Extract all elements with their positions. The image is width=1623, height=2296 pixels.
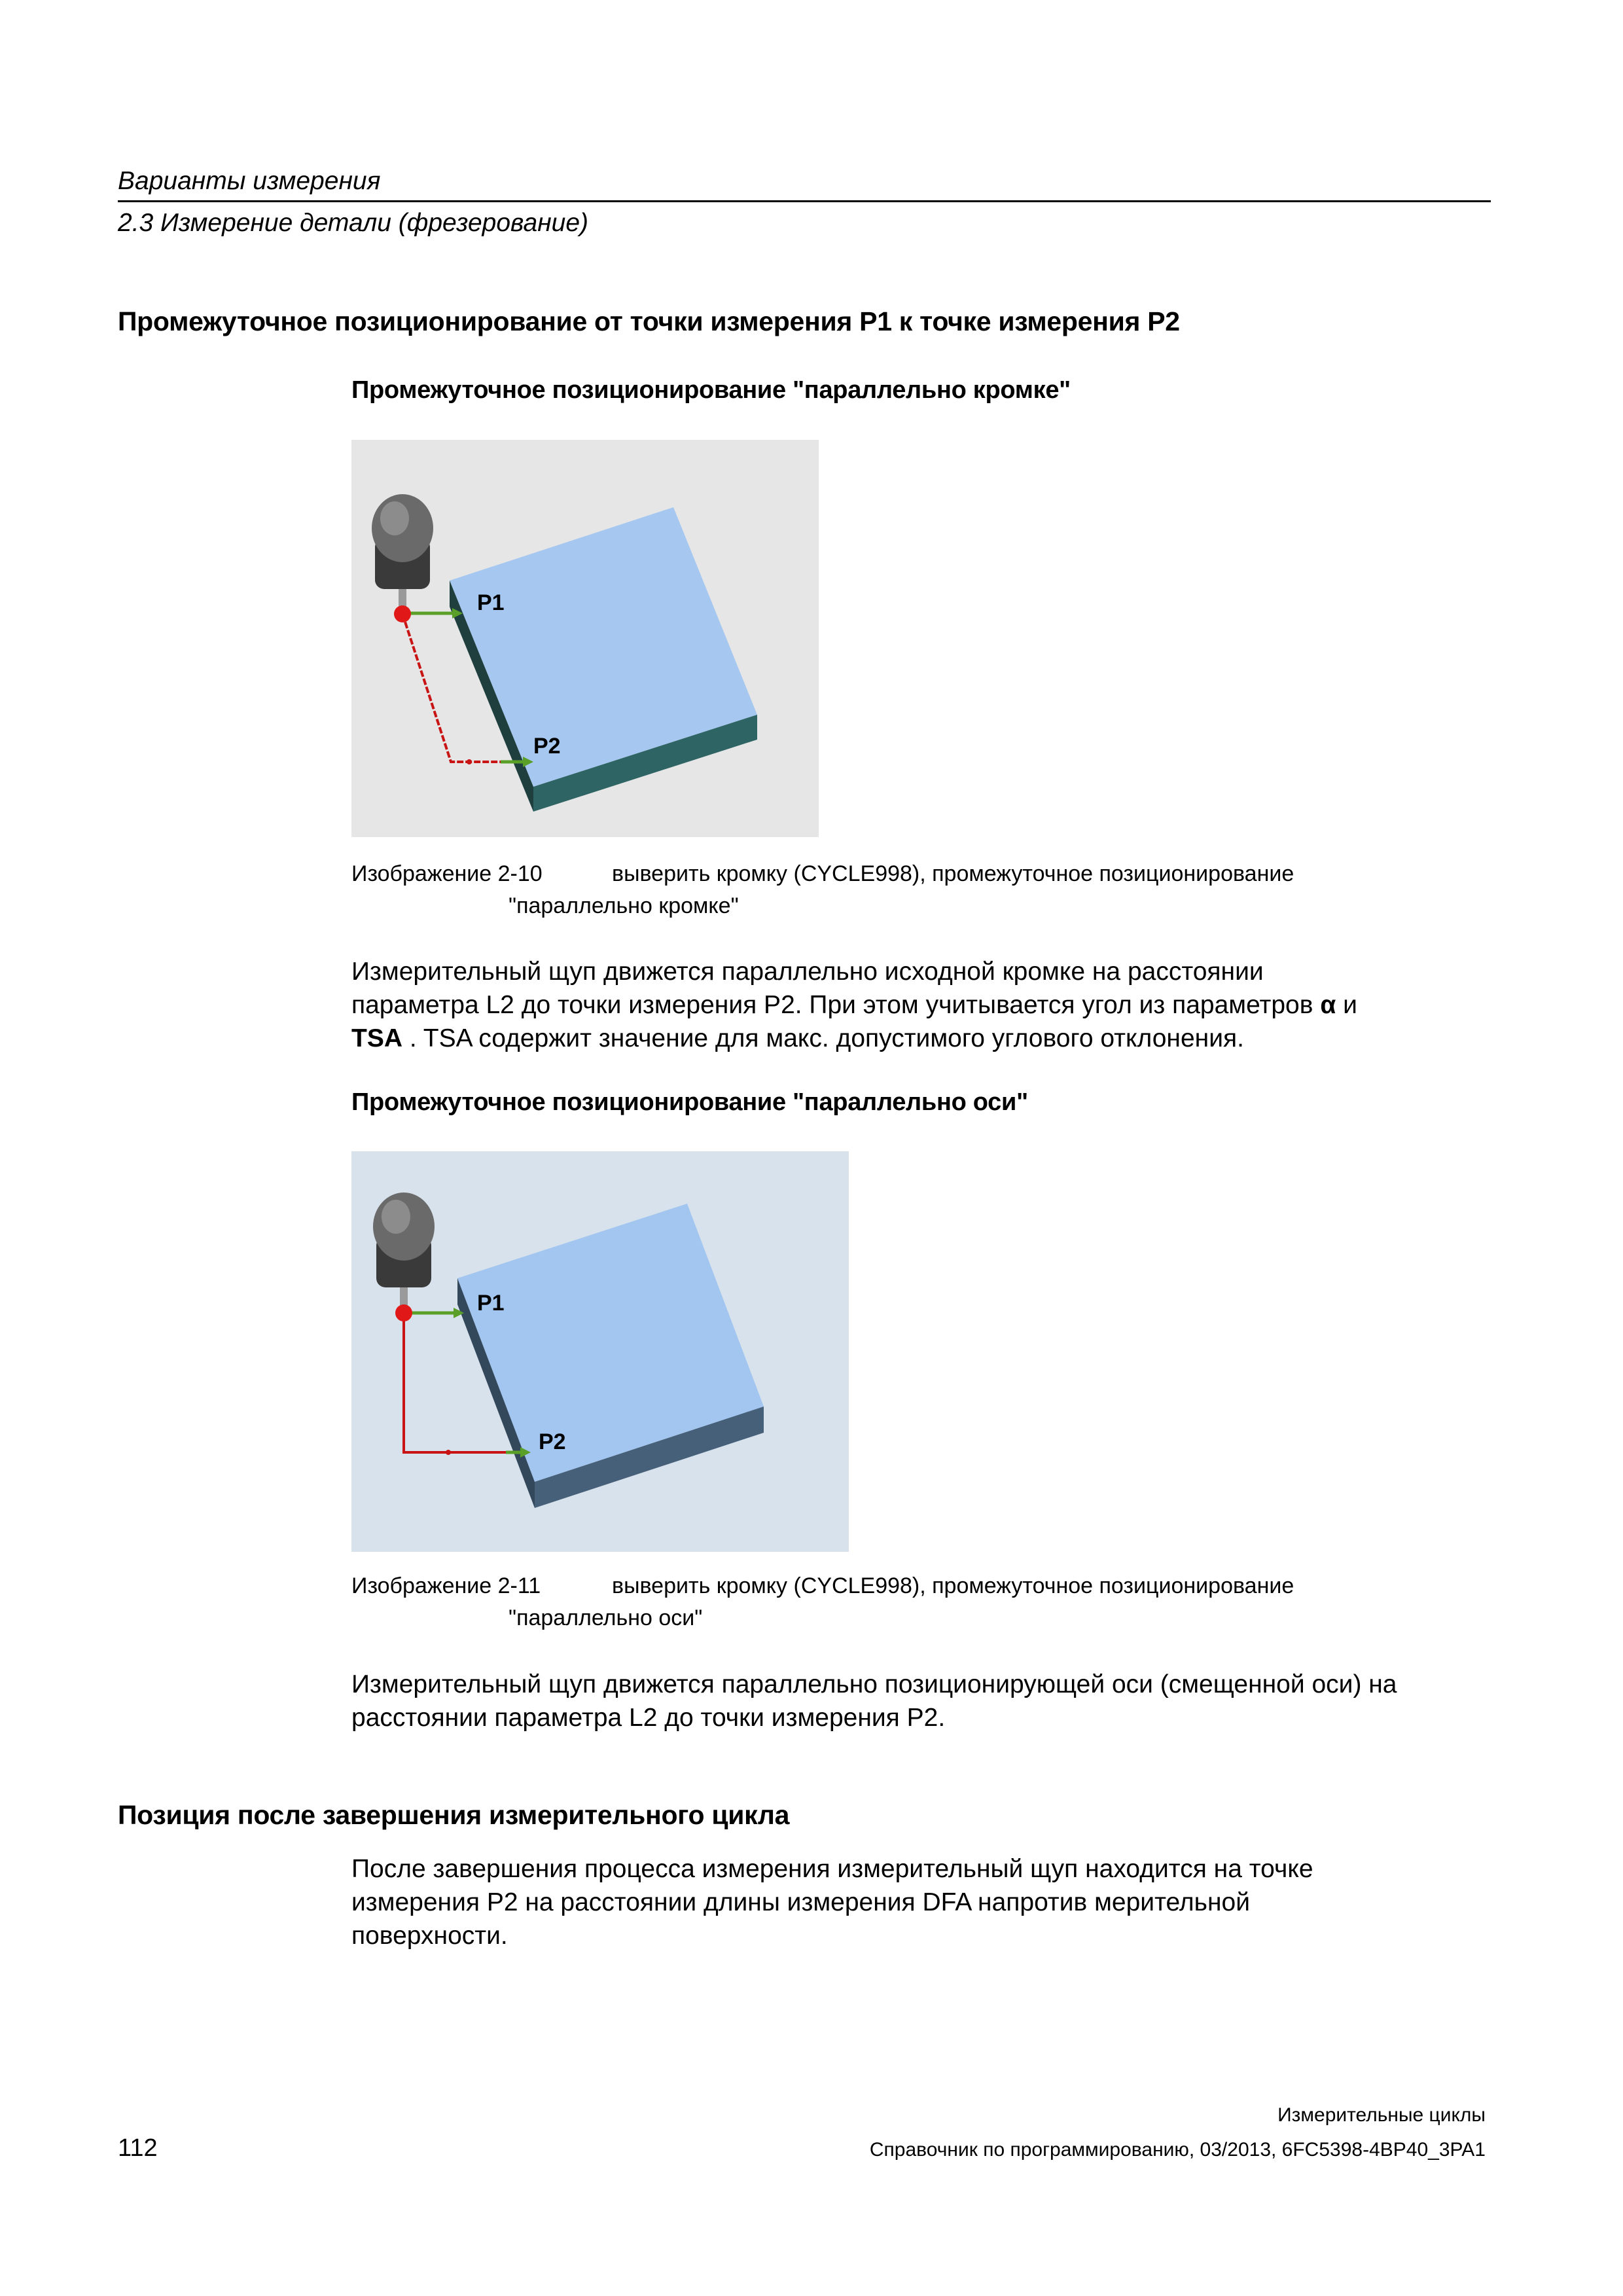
caption-number-2-10: Изображение 2-10 [351,861,543,886]
label-p1: P1 [477,590,505,615]
running-header-chapter: Варианты измерения [118,167,381,195]
footer-doc-reference: Справочник по программированию, 03/2013, 6FC5398-4BP40_3PA1 [869,2139,1486,2161]
caption-text-2-11-line1: выверить кромку (CYCLE998), промежуточное позиционирование [612,1573,1294,1598]
label-p1: P1 [477,1291,505,1316]
param-alpha: α [1320,991,1336,1019]
running-header-section: 2.3 Измерение детали (фрезерование) [118,209,589,237]
probe-ball [395,1304,412,1321]
body-parallel-edge-line3 [351,1022,1244,1055]
subheading-parallel-edge: Промежуточное позиционирование "параллельно кромке" [351,376,1071,404]
footer-doc-title: Измерительные циклы [1277,2104,1486,2126]
label-p2: P2 [539,1429,566,1454]
caption-number-2-11: Изображение 2-11 [351,1573,541,1598]
footer-page-number: 112 [118,2134,158,2162]
param-tsa: TSA [351,1024,402,1052]
body-parallel-edge-line1: Измерительный щуп движется параллельно исходной кромке на расстоянии [351,958,1264,986]
section-heading-position: Позиция после завершения измерительного цикла [118,1800,790,1830]
header-rule [118,200,1491,202]
label-p2: P2 [533,734,561,759]
caption-text-2-10-line1: выверить кромку (CYCLE998), промежуточное позиционирование [612,861,1294,886]
body-text: параметра L2 до точки измерения P2. При этом учитывается угол из параметров [351,991,1321,1019]
caption-text-2-10-line2: "параллельно кромке" [508,893,739,918]
body-parallel-axis-line2: расстоянии параметра L2 до точки измерения P2. [351,1704,946,1732]
body-text: и [1336,991,1357,1019]
probe-ball [394,605,411,622]
body-position-line2: измерения P2 на расстоянии длины измерения DFA напротив мерительной [351,1888,1250,1916]
body-text: . TSA содержит значение для макс. допустимого углового отклонения. [402,1024,1244,1052]
figure-parallel-edge [351,440,819,837]
figure-parallel-axis-drawing [351,1151,849,1552]
figure-parallel-axis [351,1151,849,1552]
body-parallel-edge-line2 [351,988,1357,1022]
caption-text-2-11-line2: "параллельно оси" [508,1605,703,1630]
probe-cap-highlight [382,1200,410,1234]
path-midpoint [446,1450,451,1455]
section-heading: Промежуточное позиционирование от точки измерения P1 к точке измерения P2 [118,306,1180,336]
subheading-parallel-axis: Промежуточное позиционирование "параллельно оси" [351,1088,1028,1116]
path-midpoint [467,759,472,764]
body-position-line1: После завершения процесса измерения измерительный щуп находится на точке [351,1855,1313,1883]
body-position-line3: поверхности. [351,1922,508,1950]
figure-parallel-edge-drawing [351,440,819,837]
body-parallel-axis-line1: Измерительный щуп движется параллельно позиционирующей оси (смещенной оси) на [351,1670,1397,1698]
probe-cap-highlight [380,501,409,535]
